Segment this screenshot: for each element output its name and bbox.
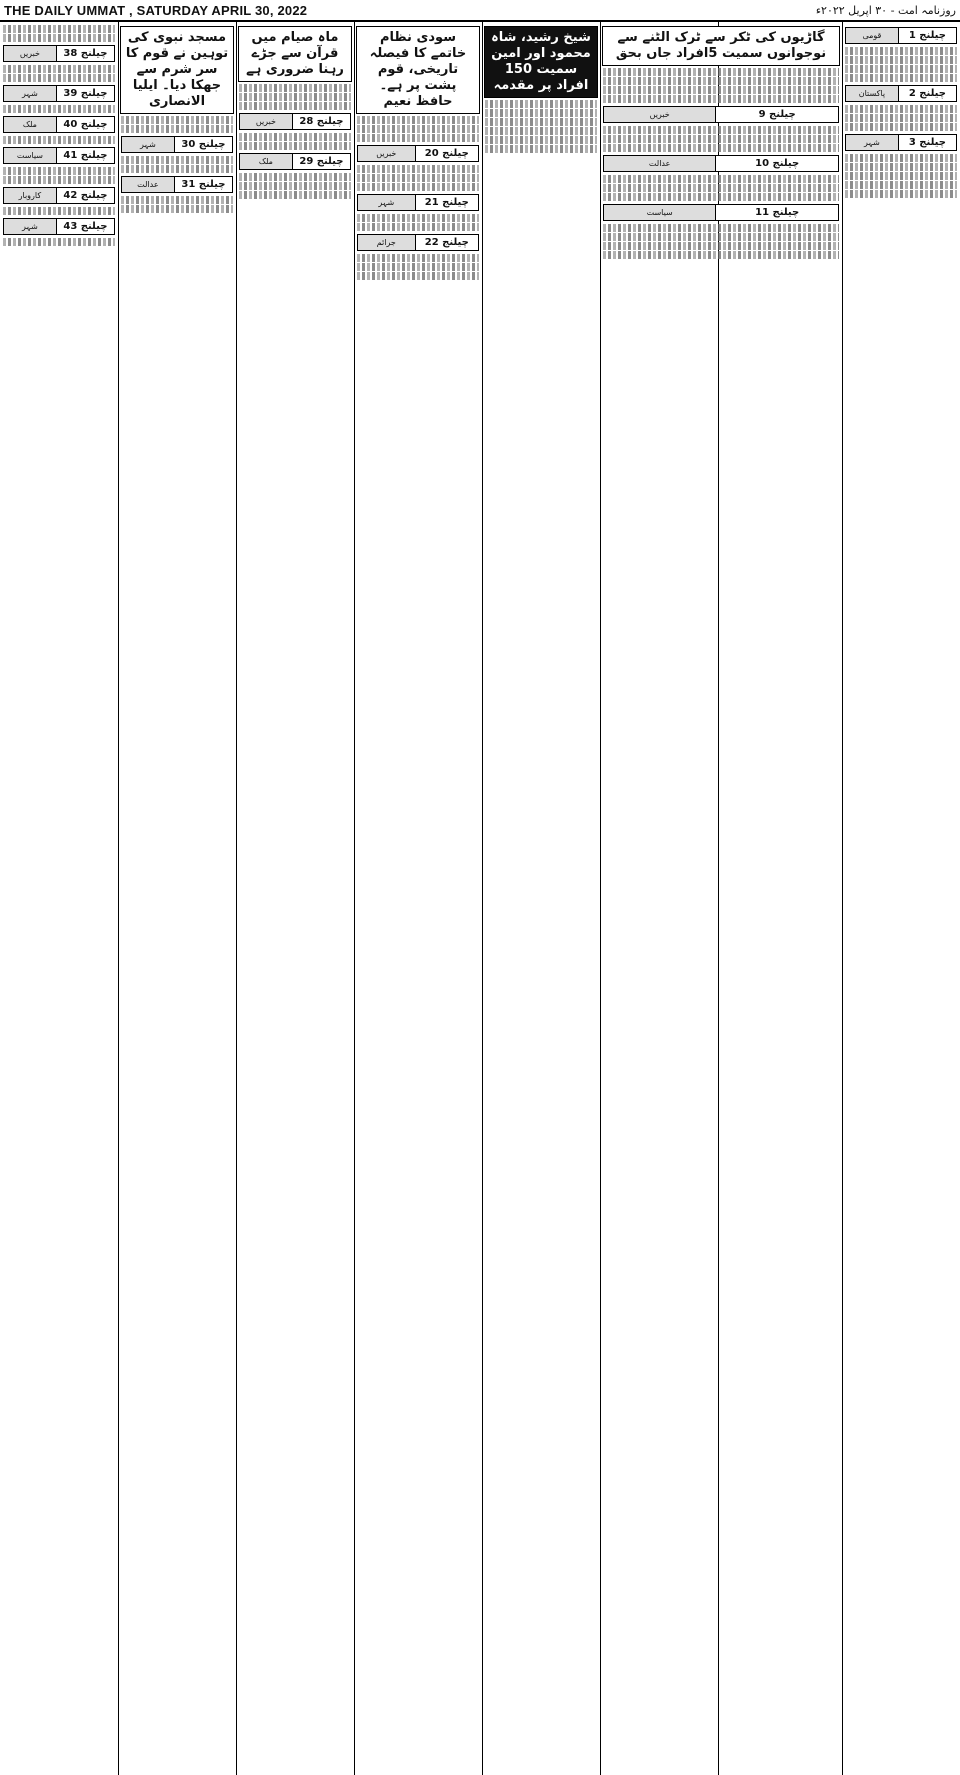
- section-tag: چیلنج 21 شہر: [357, 194, 479, 211]
- section-tag: چیلنج 42 کاروبار: [3, 187, 115, 204]
- masthead-urdu: روزنامہ امت - ۳۰ اپریل ۲۰۲۲ء: [815, 3, 956, 17]
- headline-5: مسجد نبوی کی توہین نے قوم کا سر شرم سے جھکا دیا۔ ایلیا الانصاری: [120, 26, 234, 114]
- column-right: [842, 24, 960, 1773]
- headline-3: سودی نظام خاتمے کا فیصلہ تاریخی، قوم پشت پر ہے۔ حافظ نعیم: [356, 26, 480, 114]
- section-tag: چیلنج 41 سیاست: [3, 147, 115, 164]
- column-1: [600, 24, 842, 1773]
- section-tag: چیلنج 11 سیاست: [603, 204, 839, 221]
- column-left: [0, 24, 118, 1773]
- column-3: [354, 24, 482, 1773]
- masthead-english: THE DAILY UMMAT , SATURDAY APRIL 30, 2022: [4, 2, 308, 18]
- section-tag: چیلنج 3 شہر: [845, 134, 957, 151]
- section-tag: چیلنج 28 خبریں: [239, 113, 351, 130]
- column-5: [118, 24, 236, 1773]
- section-tag: چیلنج 38 خبریں: [3, 45, 115, 62]
- masthead: [0, 0, 960, 22]
- section-tag: چیلنج 31 عدالت: [121, 176, 233, 193]
- section-tag: چیلنج 30 شہر: [121, 136, 233, 153]
- section-tag: چیلنج 9 خبریں: [603, 106, 839, 123]
- headline-1: گاڑیوں کی ٹکر سے ٹرک الٹنے سے نوجوانوں سمیت 5افراد جاں بحق: [602, 26, 840, 66]
- section-tag: چیلنج 1 قومی: [845, 27, 957, 44]
- section-tag: چیلنج 39 شہر: [3, 85, 115, 102]
- section-tag: چیلنج 40 ملک: [3, 116, 115, 133]
- section-tag: چیلنج 20 خبریں: [357, 145, 479, 162]
- section-tag: چیلنج 2 پاکستان: [845, 85, 957, 102]
- section-tag: چیلنج 43 شہر: [3, 218, 115, 235]
- column-4: [236, 24, 354, 1773]
- headline-2: شیخ رشید، شاہ محمود اور امین سمیت 150 افراد پر مقدمہ: [484, 26, 598, 98]
- section-tag: چیلنج 10 عدالت: [603, 155, 839, 172]
- section-tag: چیلنج 22 جرائم: [357, 234, 479, 251]
- headline-4: ماہ صیام میں قرآن سے جڑے رہنا ضروری ہے: [238, 26, 352, 82]
- section-tag: چیلنج 29 ملک: [239, 153, 351, 170]
- column-2: [482, 24, 600, 1773]
